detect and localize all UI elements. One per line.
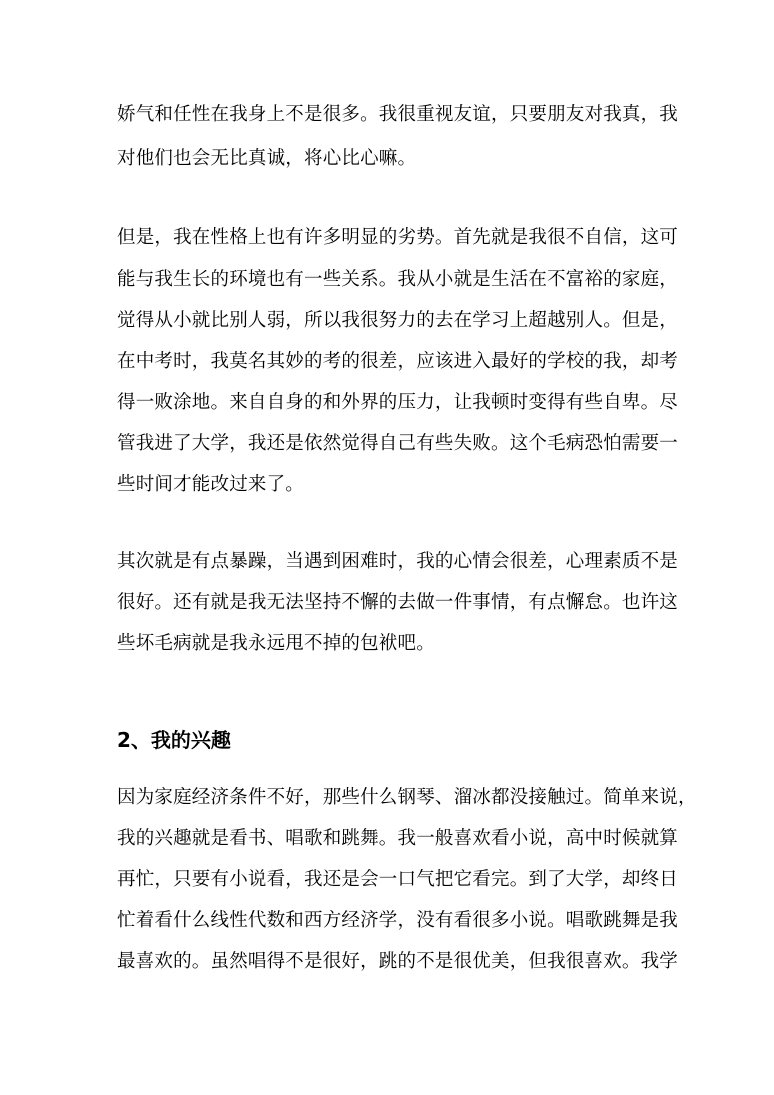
text-line: 在中考时，我莫名其妙的考的很差，应该进入最好的学校的我，却考 — [117, 351, 679, 372]
text-line: 对他们也会无比真诚，将心比心嘛。 — [117, 148, 417, 169]
text-line: 娇气和任性在我身上不是很多。我很重视友谊，只要朋友对我真，我 — [117, 104, 679, 125]
text-line: 觉得从小就比别人弱，所以我很努力的去在学习上超越别人。但是， — [117, 310, 679, 331]
text-line: 得一败涂地。来自自身的和外界的压力，让我顿时变得有些自卑。尽 — [117, 392, 679, 413]
section-heading: 2、我的兴趣 — [117, 728, 231, 752]
text-line: 些坏毛病就是我永远甩不掉的包袱吧。 — [117, 633, 435, 654]
text-line: 因为家庭经济条件不好，那些什么钢琴、溜冰都没接触过。简单来说， — [117, 787, 697, 808]
text-line: 些时间才能改过来了。 — [117, 474, 305, 495]
text-line: 很好。还有就是我无法坚持不懈的去做一件事情，有点懈怠。也许这 — [117, 592, 679, 613]
text-line: 最喜欢的。虽然唱得不是很好，跳的不是很优美，但我很喜欢。我学 — [117, 951, 679, 972]
text-line: 忙着看什么线性代数和西方经济学，没有看很多小说。唱歌跳舞是我 — [117, 910, 679, 931]
text-line: 我的兴趣就是看书、唱歌和跳舞。我一般喜欢看小说，高中时候就算 — [117, 828, 679, 849]
text-line: 但是，我在性格上也有许多明显的劣势。首先就是我很不自信，这可 — [117, 227, 679, 248]
text-line: 其次就是有点暴躁，当遇到困难时，我的心情会很差，心理素质不是 — [117, 551, 679, 572]
text-line: 管我进了大学，我还是依然觉得自己有些失败。这个毛病恐怕需要一 — [117, 433, 679, 454]
text-line: 再忙，只要有小说看，我还是会一口气把它看完。到了大学，却终日 — [117, 869, 679, 890]
text-line: 能与我生长的环境也有一些关系。我从小就是生活在不富裕的家庭， — [117, 269, 679, 290]
